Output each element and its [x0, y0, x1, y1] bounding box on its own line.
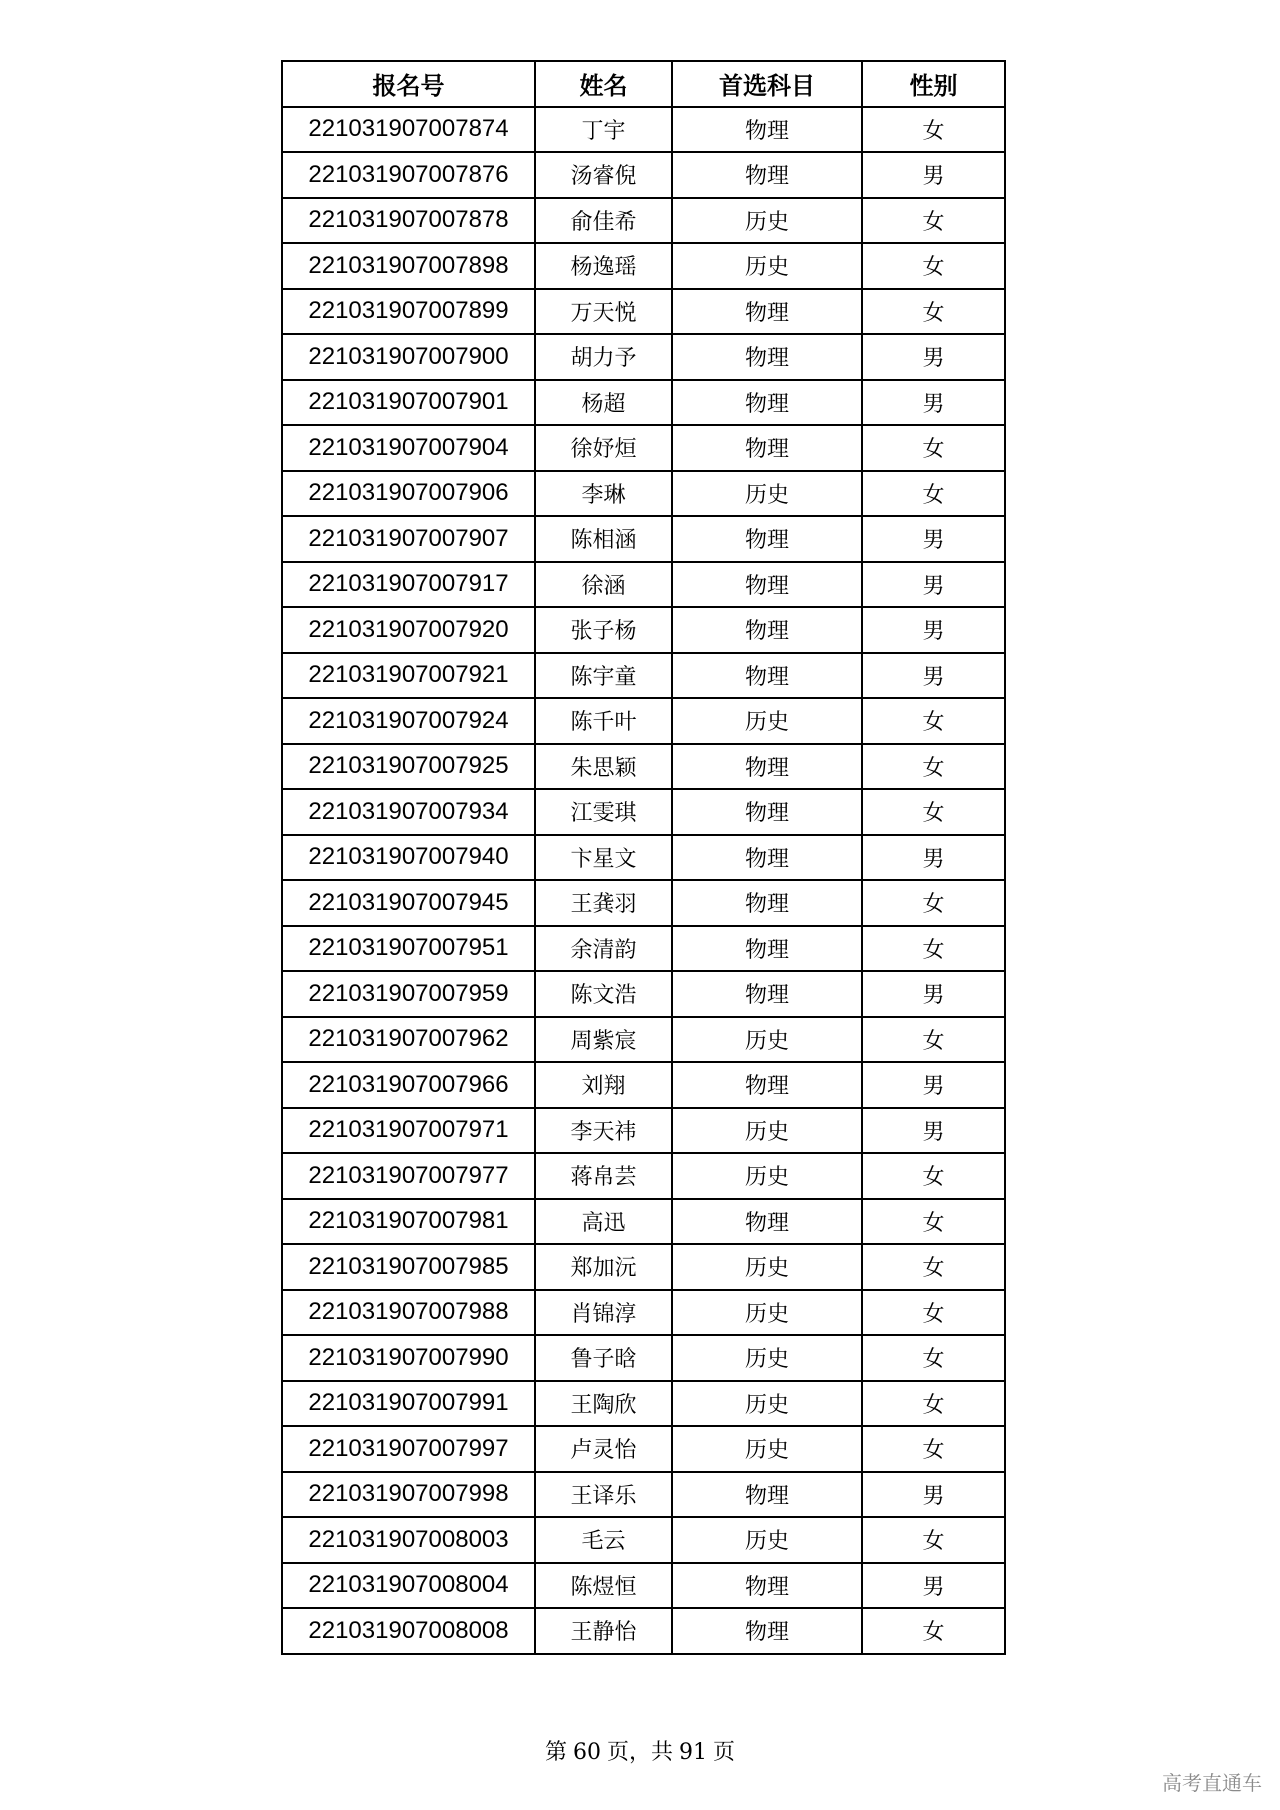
- cell-registration-number: 221031907007991: [282, 1381, 535, 1427]
- cell-name: 杨超: [535, 380, 672, 426]
- cell-first-subject: 物理: [672, 380, 862, 426]
- cell-registration-number: 221031907007874: [282, 107, 535, 153]
- cell-registration-number: 221031907007998: [282, 1472, 535, 1518]
- cell-gender: 男: [862, 653, 1005, 699]
- cell-name: 杨逸瑶: [535, 243, 672, 289]
- table-row: [282, 562, 1005, 608]
- cell-first-subject: 物理: [672, 152, 862, 198]
- cell-name: 周紫宸: [535, 1017, 672, 1063]
- cell-gender: 女: [862, 1335, 1005, 1381]
- cell-gender: 女: [862, 1608, 1005, 1654]
- cell-name: 陈煜恒: [535, 1563, 672, 1609]
- table-row: [282, 1108, 1005, 1154]
- cell-registration-number: 221031907007900: [282, 334, 535, 380]
- cell-first-subject: 历史: [672, 1153, 862, 1199]
- cell-first-subject: 物理: [672, 744, 862, 790]
- cell-gender: 男: [862, 562, 1005, 608]
- cell-gender: 女: [862, 198, 1005, 244]
- table-row: [282, 607, 1005, 653]
- cell-registration-number: 221031907007904: [282, 425, 535, 471]
- cell-registration-number: 221031907007971: [282, 1108, 535, 1154]
- cell-registration-number: 221031907007940: [282, 835, 535, 881]
- table-row: [282, 471, 1005, 517]
- cell-registration-number: 221031907007917: [282, 562, 535, 608]
- table-row: [282, 1381, 1005, 1427]
- cell-name: 王龚羽: [535, 880, 672, 926]
- cell-gender: 女: [862, 1381, 1005, 1427]
- table-row: [282, 1290, 1005, 1336]
- cell-first-subject: 物理: [672, 880, 862, 926]
- cell-name: 朱思颖: [535, 744, 672, 790]
- cell-registration-number: 221031907007899: [282, 289, 535, 335]
- cell-first-subject: 物理: [672, 562, 862, 608]
- cell-first-subject: 物理: [672, 1608, 862, 1654]
- table-row: [282, 107, 1005, 153]
- header-registration-number: 报名号: [282, 61, 535, 107]
- cell-name: 徐涵: [535, 562, 672, 608]
- cell-registration-number: 221031907008003: [282, 1517, 535, 1563]
- cell-first-subject: 物理: [672, 334, 862, 380]
- cell-name: 张子杨: [535, 607, 672, 653]
- cell-name: 鲁子晗: [535, 1335, 672, 1381]
- watermark: 高考直通车: [1162, 1771, 1262, 1795]
- cell-name: 俞佳希: [535, 198, 672, 244]
- cell-registration-number: 221031907007945: [282, 880, 535, 926]
- cell-registration-number: 221031907007977: [282, 1153, 535, 1199]
- cell-gender: 女: [862, 471, 1005, 517]
- cell-registration-number: 221031907007988: [282, 1290, 535, 1336]
- cell-registration-number: 221031907008008: [282, 1608, 535, 1654]
- cell-registration-number: 221031907007921: [282, 653, 535, 699]
- cell-gender: 男: [862, 334, 1005, 380]
- cell-first-subject: 物理: [672, 653, 862, 699]
- table-row: [282, 1199, 1005, 1245]
- cell-gender: 女: [862, 1017, 1005, 1063]
- cell-first-subject: 历史: [672, 1244, 862, 1290]
- cell-gender: 男: [862, 1472, 1005, 1518]
- table-row: [282, 1472, 1005, 1518]
- cell-registration-number: 221031907007985: [282, 1244, 535, 1290]
- cell-registration-number: 221031907007898: [282, 243, 535, 289]
- cell-gender: 男: [862, 1108, 1005, 1154]
- table-row: [282, 1426, 1005, 1472]
- table-header-row: [282, 61, 1005, 107]
- table-row: [282, 1153, 1005, 1199]
- cell-name: 丁宇: [535, 107, 672, 153]
- cell-gender: 男: [862, 152, 1005, 198]
- cell-first-subject: 物理: [672, 516, 862, 562]
- cell-gender: 男: [862, 516, 1005, 562]
- table-row: [282, 1244, 1005, 1290]
- cell-name: 刘翔: [535, 1062, 672, 1108]
- cell-name: 陈相涵: [535, 516, 672, 562]
- cell-gender: 女: [862, 880, 1005, 926]
- table-row: [282, 926, 1005, 972]
- cell-gender: 女: [862, 744, 1005, 790]
- page-suffix: 页: [713, 1740, 736, 1765]
- cell-gender: 女: [862, 1199, 1005, 1245]
- cell-name: 卢灵怡: [535, 1426, 672, 1472]
- cell-first-subject: 历史: [672, 1108, 862, 1154]
- cell-first-subject: 历史: [672, 1517, 862, 1563]
- cell-registration-number: 221031907007925: [282, 744, 535, 790]
- cell-name: 毛云: [535, 1517, 672, 1563]
- header-gender: 性别: [862, 61, 1005, 107]
- cell-registration-number: 221031907007990: [282, 1335, 535, 1381]
- cell-registration-number: 221031907007901: [282, 380, 535, 426]
- cell-name: 汤睿倪: [535, 152, 672, 198]
- table-row: [282, 1563, 1005, 1609]
- table-row: [282, 334, 1005, 380]
- cell-name: 万天悦: [535, 289, 672, 335]
- cell-first-subject: 物理: [672, 835, 862, 881]
- cell-first-subject: 历史: [672, 1381, 862, 1427]
- cell-gender: 女: [862, 289, 1005, 335]
- cell-first-subject: 物理: [672, 971, 862, 1017]
- cell-gender: 男: [862, 380, 1005, 426]
- table-row: [282, 152, 1005, 198]
- page-footer: [0, 1735, 1280, 1766]
- cell-name: 胡力予: [535, 334, 672, 380]
- page-current: 60: [572, 1740, 601, 1765]
- table-row: [282, 789, 1005, 835]
- cell-name: 王静怡: [535, 1608, 672, 1654]
- cell-gender: 女: [862, 1244, 1005, 1290]
- cell-name: 陈文浩: [535, 971, 672, 1017]
- cell-registration-number: 221031907007920: [282, 607, 535, 653]
- cell-first-subject: 历史: [672, 243, 862, 289]
- cell-registration-number: 221031907007924: [282, 698, 535, 744]
- cell-gender: 男: [862, 971, 1005, 1017]
- cell-first-subject: 物理: [672, 1563, 862, 1609]
- table-row: [282, 1335, 1005, 1381]
- cell-name: 郑加沅: [535, 1244, 672, 1290]
- cell-first-subject: 物理: [672, 926, 862, 972]
- page-prefix: 第: [544, 1740, 567, 1765]
- cell-first-subject: 历史: [672, 198, 862, 244]
- cell-registration-number: 221031907007962: [282, 1017, 535, 1063]
- table-row: [282, 1062, 1005, 1108]
- cell-first-subject: 物理: [672, 1199, 862, 1245]
- cell-first-subject: 物理: [672, 1062, 862, 1108]
- cell-name: 徐妤烜: [535, 425, 672, 471]
- cell-registration-number: 221031907007906: [282, 471, 535, 517]
- cell-first-subject: 物理: [672, 425, 862, 471]
- cell-gender: 女: [862, 926, 1005, 972]
- cell-first-subject: 物理: [672, 1472, 862, 1518]
- roster-table: [281, 60, 1006, 1655]
- header-name: 姓名: [535, 61, 672, 107]
- cell-registration-number: 221031907007981: [282, 1199, 535, 1245]
- cell-name: 王陶欣: [535, 1381, 672, 1427]
- table-row: [282, 1517, 1005, 1563]
- cell-gender: 女: [862, 107, 1005, 153]
- cell-name: 陈千叶: [535, 698, 672, 744]
- cell-gender: 女: [862, 789, 1005, 835]
- cell-first-subject: 物理: [672, 607, 862, 653]
- cell-first-subject: 历史: [672, 1290, 862, 1336]
- cell-gender: 女: [862, 243, 1005, 289]
- cell-first-subject: 物理: [672, 107, 862, 153]
- table-row: [282, 243, 1005, 289]
- table-row: [282, 198, 1005, 244]
- cell-name: 余清韵: [535, 926, 672, 972]
- cell-name: 陈宇童: [535, 653, 672, 699]
- cell-registration-number: 221031907007878: [282, 198, 535, 244]
- table-row: [282, 653, 1005, 699]
- cell-name: 蒋帛芸: [535, 1153, 672, 1199]
- cell-name: 卞星文: [535, 835, 672, 881]
- table-body: [282, 107, 1005, 1654]
- cell-first-subject: 历史: [672, 1426, 862, 1472]
- header-first-subject: 首选科目: [672, 61, 862, 107]
- cell-name: 李琳: [535, 471, 672, 517]
- cell-name: 李天祎: [535, 1108, 672, 1154]
- cell-registration-number: 221031907007966: [282, 1062, 535, 1108]
- cell-registration-number: 221031907007907: [282, 516, 535, 562]
- cell-gender: 女: [862, 1517, 1005, 1563]
- cell-first-subject: 物理: [672, 789, 862, 835]
- cell-first-subject: 历史: [672, 698, 862, 744]
- table-row: [282, 1608, 1005, 1654]
- cell-gender: 男: [862, 1062, 1005, 1108]
- cell-registration-number: 221031907007934: [282, 789, 535, 835]
- cell-gender: 男: [862, 1563, 1005, 1609]
- cell-name: 江雯琪: [535, 789, 672, 835]
- cell-name: 高迅: [535, 1199, 672, 1245]
- cell-gender: 女: [862, 698, 1005, 744]
- cell-gender: 男: [862, 835, 1005, 881]
- cell-gender: 男: [862, 607, 1005, 653]
- cell-first-subject: 历史: [672, 471, 862, 517]
- table-row: [282, 971, 1005, 1017]
- cell-gender: 女: [862, 1153, 1005, 1199]
- page-total: 91: [679, 1740, 707, 1765]
- table-row: [282, 744, 1005, 790]
- cell-registration-number: 221031907008004: [282, 1563, 535, 1609]
- cell-registration-number: 221031907007959: [282, 971, 535, 1017]
- cell-first-subject: 历史: [672, 1335, 862, 1381]
- cell-name: 肖锦淳: [535, 1290, 672, 1336]
- page-mid: 页，共: [606, 1740, 673, 1765]
- cell-registration-number: 221031907007876: [282, 152, 535, 198]
- cell-first-subject: 历史: [672, 1017, 862, 1063]
- table-row: [282, 516, 1005, 562]
- table-row: [282, 289, 1005, 335]
- table-row: [282, 835, 1005, 881]
- table-row: [282, 380, 1005, 426]
- cell-gender: 女: [862, 425, 1005, 471]
- table-row: [282, 1017, 1005, 1063]
- cell-registration-number: 221031907007997: [282, 1426, 535, 1472]
- cell-registration-number: 221031907007951: [282, 926, 535, 972]
- table-row: [282, 698, 1005, 744]
- cell-name: 王译乐: [535, 1472, 672, 1518]
- cell-gender: 女: [862, 1290, 1005, 1336]
- table-row: [282, 425, 1005, 471]
- cell-first-subject: 物理: [672, 289, 862, 335]
- table-row: [282, 880, 1005, 926]
- cell-gender: 女: [862, 1426, 1005, 1472]
